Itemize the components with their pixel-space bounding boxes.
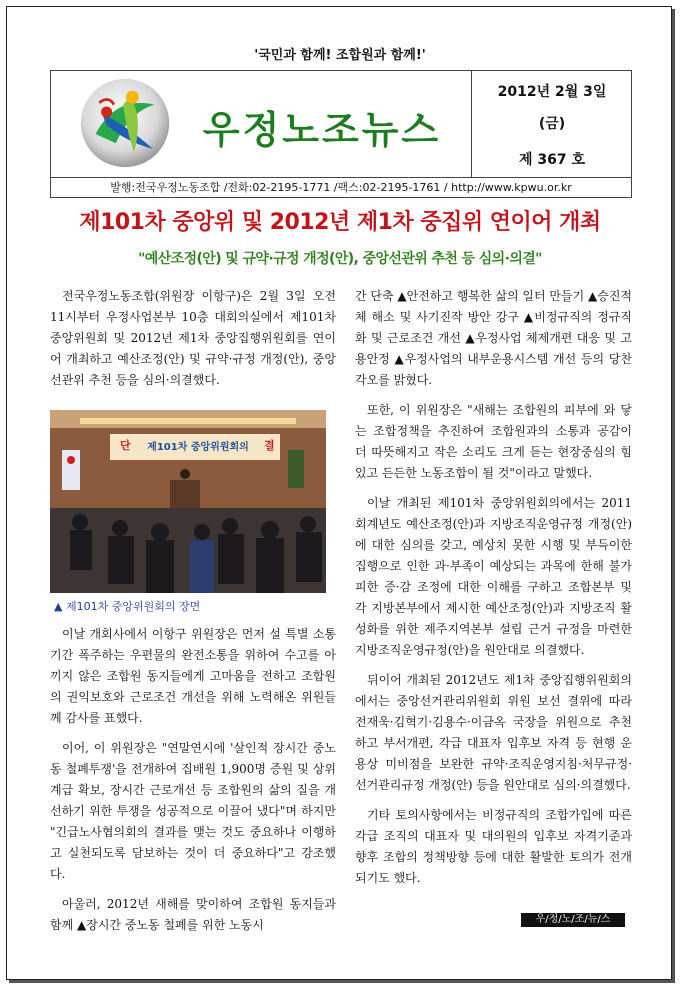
contact-line: 발행:전국우정노동조합 /전화:02-2195-1771 /팩스:02-2195-1761 / http://www.kpwu.or.kr <box>50 178 632 198</box>
paragraph: 이날 개최된 제101차 중앙위원회의에서는 2011회계년도 예산조정(안)과 지방조직운영규정 개정(안)에 대한 심의를 갖고, 예상치 못한 시행 및 부득이한 집행으로 인한 과·부족이 예상되는 과목에 한해 불가피한 증·감 조정에 대한 이해를 구하고 조합본부 및 각 지방본부에서 제시한 예산조정(안)과 지방조직 활성화를 위한 제주지역본부 설립 근거 규정을 마련한 지방조직운영규정(안)을 원안대로 의결했다. <box>355 496 632 657</box>
meeting-photo <box>50 410 326 593</box>
masthead <box>50 70 632 178</box>
paragraph: 또한, 이 위원장은 "새해는 조합원의 피부에 와 닿는 조합정책을 추진하여 조합원과의 소통과 공감이 더 따뜻해지고 작은 소리도 크게 듣는 현장중심의 힘있고 든든한 노동조합이 될 것"이라고 말했다. <box>355 403 632 480</box>
paragraph: 전국우정노동조합(위원장 이항구)은 2월 3일 오전 11시부터 우정사업본부 10층 대회의실에서 제101차 중앙위원회 및 2012년 제1차 중앙집행위원회를 연이어 개최하고 예산조정(안) 및 규약·규정 개정(안), 중앙선관위 추천 등을 심의·의결했다. <box>50 289 336 387</box>
slogan: '국민과 함께! 조합원과 함께!' <box>254 48 426 63</box>
article-left-top <box>50 286 336 400</box>
paragraph: 이어, 이 위원장은 "연말연시에 '살인적 장시간 중노동 철폐투쟁'을 전개하여 집배원 1,900명 증원 및 상위계급 확보, 장시간 근로개선 등 조합원의 삶의 질을 개선하기 위한 투쟁을 성공적으로 이끌어 냈다"며 하지만 "긴급노사협의회의 결과를 맺는 것도 중요하나 이행하고 실천되도록 담보하는 것이 더 중요하다"고 강조했다. <box>50 741 336 881</box>
kpwu-logo-icon <box>79 77 171 169</box>
subheadline: "예산조정(안) 및 규약·규정 개정(안), 중앙선관위 추천 등 심의·의결" <box>138 251 542 267</box>
photo-banner-text: 제101차 중앙위원회의 <box>147 442 249 453</box>
paragraph: 아울러, 2012년 새해를 맞이하여 조합원 동지들과 함께 ▲장시간 중노동 철폐를 위한 노동시 <box>50 897 336 932</box>
paragraph: 기타 토의사항에서는 비정규직의 조합가입에 따른 각급 조직의 대표자 및 대의원의 입후보 자격기준과 향후 조합의 정책방향 등에 대한 활발한 토의가 전개되기도 했다. <box>355 808 632 885</box>
article-left-bottom <box>50 624 336 945</box>
photo-caption: ▲ 제101차 중앙위원회의 장면 <box>54 600 201 613</box>
photo-banner-right: 결 <box>264 439 275 452</box>
publication-date: 2012년 2월 3일 <box>497 84 607 100</box>
photo-banner-left: 단 <box>120 439 131 452</box>
article-right <box>355 286 632 898</box>
paragraph: 이날 개회사에서 이항구 위원장은 먼저 설 특별 소통기간 폭주하는 우편물의 완전소통을 위하여 수고를 아끼지 않은 조합원 동지들에게 고마움을 전하고 조합원의 권익보호와 근로조건 개선을 위해 노력해온 위원들께 감사를 표했다. <box>50 627 336 725</box>
paper-name: 우정노조뉴스 <box>202 108 442 152</box>
headline: 제101차 중앙위 및 2012년 제1차 중집위 연이어 개최 <box>79 210 601 235</box>
footer-tag: 우/정/노/조/뉴/스 <box>521 913 625 927</box>
paragraph: 간 단축 ▲안전하고 행복한 삶의 일터 만들기 ▲승진적체 해소 및 사기진작 방안 강구 ▲비정규직의 정규직화 및 근로조건 개선 ▲우정사업 체제개편 대응 및 고용안정 ▲우정사업의 내부운용시스템 개선 등의 당찬 각오를 밝혔다. <box>355 289 632 387</box>
paragraph: 뒤이어 개최된 2012년도 제1차 중앙집행위원회의에서는 중앙선거관리위원회 위원 보선 결위에 따라 전재욱·김혁기·김용수·이금옥 국장을 위원으로 추천하고 부서개편, 각급 대표자 입후보 자격 등 현행 운용상 미비점을 보완한 규약·조직운영지침·처무규정·선거관리규정 개정(안) 등을 원안대로 심의·의결했다. <box>355 673 632 792</box>
issue-number: 제 367 호 <box>518 152 586 168</box>
publication-day: (금) <box>538 116 566 132</box>
